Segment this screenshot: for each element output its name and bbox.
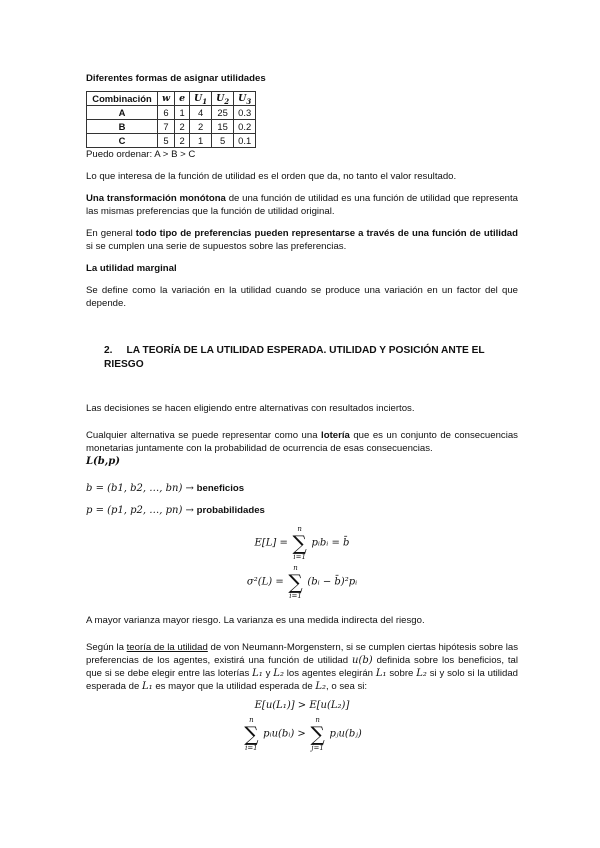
probabilities-definition: [86, 504, 518, 517]
cell: 25: [212, 106, 234, 120]
upper-limit: n: [293, 564, 298, 572]
formula-left: σ²(L) =: [246, 576, 284, 588]
text: que es un conjunto de: [353, 430, 452, 441]
lower-limit: i=1: [245, 744, 258, 752]
cell: 4: [190, 106, 212, 120]
formula-right: (bᵢ − b̄)²pᵢ: [307, 576, 358, 588]
section-heading: [104, 344, 518, 372]
formula-left: pᵢu(bᵢ) >: [263, 728, 306, 740]
sum-symbol: ∑: [292, 531, 307, 555]
cell: 5: [212, 134, 234, 148]
paragraph: [86, 641, 518, 693]
text: beneficios, tal que si se debe elegir entre las loterías: [86, 655, 519, 679]
formula: L₁: [375, 668, 387, 679]
cell: B: [87, 120, 158, 134]
paragraph: Las decisiones se hacen eligiendo entre alternativas con resultados inciertos.: [86, 403, 415, 414]
summation: [310, 716, 324, 752]
cell: 1: [175, 106, 190, 120]
bold-term: Una transformación monótona: [86, 193, 226, 204]
header-e: e: [175, 92, 190, 106]
paragraph: Lo que interesa de la función de utilidad es el orden que da, no tanto el valor resultado.: [86, 171, 457, 182]
table-row: [87, 120, 256, 134]
paragraph: [86, 227, 518, 253]
text: de una función de utilidad es una función de utilidad que: [228, 193, 470, 204]
formula-left: E[L] =: [254, 537, 288, 549]
label: probabilidades: [196, 505, 265, 516]
expected-utility-sum-inequality: [86, 716, 518, 752]
formula: L₁: [142, 681, 153, 692]
section-title: Diferentes formas de asignar utilidades: [86, 73, 266, 84]
formula-right: pᵢbᵢ = b̄: [311, 537, 350, 549]
formula: b = (b1, b2, …, bn) →: [86, 483, 194, 494]
formula: L₂: [273, 668, 284, 679]
formula: E[u(L₁)] > E[u(L₂)]: [254, 700, 350, 711]
formula: L₂: [416, 668, 427, 679]
formula: L₁: [252, 668, 263, 679]
sum-symbol: ∑: [288, 570, 303, 594]
utilities-table: [86, 91, 256, 148]
lottery-notation: L(b,p): [86, 456, 120, 467]
formula: u(b): [352, 655, 373, 666]
text: depende.: [86, 298, 127, 309]
paragraph: [86, 429, 518, 455]
expected-utility-inequality: [86, 699, 518, 713]
text: es mayor que la utilidad esperada de: [155, 681, 313, 692]
text: En general: [86, 228, 133, 239]
text: Cualquier alternativa se puede representar como una: [86, 430, 318, 441]
cell: 15: [212, 120, 234, 134]
formula: L₂: [315, 681, 327, 692]
lower-limit: i=1: [289, 592, 302, 600]
summation: [293, 525, 307, 561]
subheading: La utilidad marginal: [86, 263, 177, 274]
cell: C: [87, 134, 158, 148]
paragraph: A mayor varianza mayor riesgo. La varianza es una medida indirecta del riesgo.: [86, 615, 425, 626]
variance-formula: [86, 564, 518, 600]
heading-text: LA TEORÍA DE LA UTILIDAD ESPERADA. UTILIDAD Y POSICIÓN ANTE EL RIESGO: [104, 345, 485, 370]
summation: [244, 716, 258, 752]
text: sobre las preferencias de los agentes, existirá una función de utilidad: [86, 642, 518, 666]
text: los agentes elegirán: [286, 668, 374, 679]
bold-term: lotería: [321, 430, 350, 441]
expected-value-formula: [86, 525, 518, 561]
text: y solo si la utilidad esperada de: [86, 668, 519, 692]
text: definida sobre los: [376, 655, 455, 666]
cell: 5: [158, 134, 175, 148]
text: Se define como la variación en la utilidad cuando se produce una variación en un factor del que: [86, 285, 518, 296]
lower-limit: j=1: [311, 744, 324, 752]
cell: A: [87, 106, 158, 120]
upper-limit: n: [315, 716, 320, 724]
sum-symbol: ∑: [310, 722, 325, 746]
benefits-definition: [86, 482, 518, 495]
cell: 7: [158, 120, 175, 134]
header-u3: $U_3$: [234, 92, 256, 106]
cell: 0.1: [234, 134, 256, 148]
header-u2: $U_2$: [212, 92, 234, 106]
text: si se cumplen una serie de supuestos sobre las preferencias.: [86, 241, 347, 252]
order-text: Puedo ordenar: A > B > C: [86, 149, 196, 160]
cell: 0.3: [234, 106, 256, 120]
paragraph: [86, 192, 518, 218]
sum-symbol: ∑: [244, 722, 259, 746]
formula-right: pⱼu(bⱼ): [329, 728, 362, 740]
cell: 1: [190, 134, 212, 148]
formula: p = (p1, p2, …, pn) →: [86, 505, 194, 516]
table-row: [87, 106, 256, 120]
bold-term: todo tipo de preferencias pueden representarse a través de una función de utilidad: [135, 228, 519, 239]
upper-limit: n: [297, 525, 302, 533]
header-u1: $U_1$: [190, 92, 212, 106]
cell: 2: [190, 120, 212, 134]
header-w: w: [158, 92, 175, 106]
text: , o sea si:: [326, 681, 368, 692]
document-page: [86, 0, 518, 772]
text: si: [429, 668, 437, 679]
underlined-term: teoría de la utilidad: [126, 642, 208, 653]
cell: 2: [175, 134, 190, 148]
cell: 0.2: [234, 120, 256, 134]
paragraph: [86, 284, 518, 310]
text: y: [265, 668, 271, 679]
upper-limit: n: [249, 716, 254, 724]
text: sobre: [389, 668, 414, 679]
text: Según la: [86, 642, 124, 653]
text: de von Neumann-Morgenstern, si se cumplen ciertas hipótesis: [210, 642, 477, 653]
heading-number: 2.: [104, 345, 113, 356]
cell: 6: [158, 106, 175, 120]
header-combinacion: Combinación: [87, 92, 158, 106]
table-header-row: [87, 92, 256, 106]
table-row: [87, 134, 256, 148]
label: beneficios: [196, 483, 245, 494]
text: representa las mismas preferencias que la función de utilidad original.: [86, 193, 519, 217]
cell: 2: [175, 120, 190, 134]
lower-limit: i=1: [293, 553, 306, 561]
summation: [288, 564, 302, 600]
text: consecuencias monetarias juntamente con la probabilidad de ocurrencia de esas consecuencias.: [86, 430, 518, 454]
